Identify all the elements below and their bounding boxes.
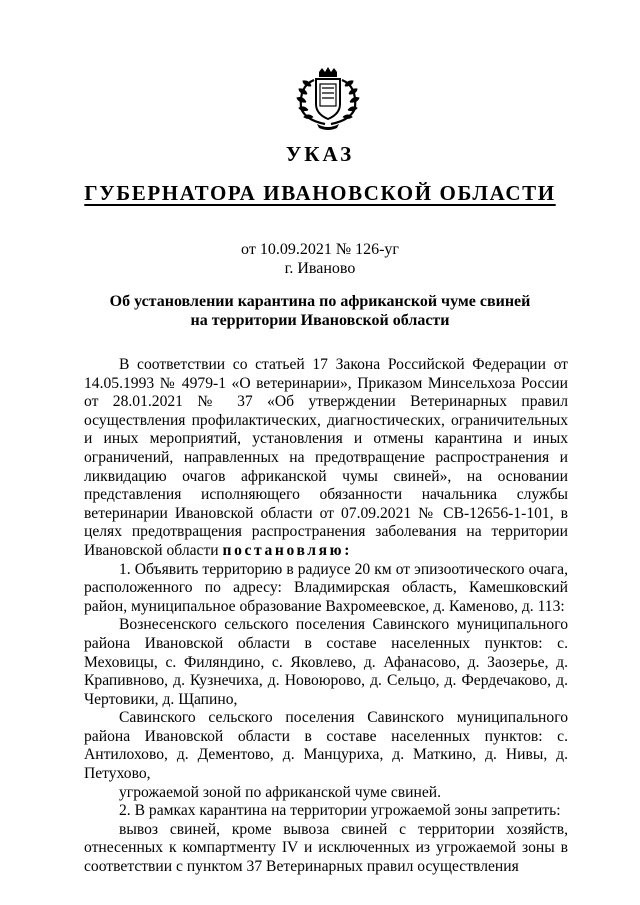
paragraph-5: 2. В рамках карантина на территории угрожаемой зоны запретить:: [119, 802, 561, 820]
decree-body: [84, 356, 568, 877]
preamble-paragraph: [84, 356, 568, 561]
decree-subject: [0, 292, 640, 330]
decree-word: постановляю:: [222, 541, 352, 559]
date-number: от 10.09.2021 № 126-уг: [241, 241, 399, 258]
paragraph-1: 1. Объявить территорию в радиусе 20 км от эпизоотического очага, расположенного по адресу: Владимирская область, Камешковский район, муниципальное образование Вахромеевское, д. Каменово, д. 113:: [84, 560, 568, 615]
paragraph-3: Савинского сельского поселения Савинского муниципального района Ивановской области в составе населенных пунктов: с. Антилохово, д. Дементово, д. Манцуриха, д. Маткино, д. Нивы, д. Петухово,: [84, 709, 568, 783]
coat-of-arms-icon: [287, 66, 369, 132]
subject-line-1: Об установлении карантина по африканской чуме свиней: [109, 293, 531, 310]
paragraph-2: Вознесенского сельского поселения Савинского муниципального района Ивановской области в составе населенных пунктов: с. Меховицы, с. Филяндино, с. Яковлево, д. Афанасово, д. Заозерье, д. Крапивново, д. Кузнечиха, д. Новоюрово, д. Сельцо, д. Фердечаково, д. Чертовики, д. Щапино,: [84, 616, 568, 708]
issuer-title: ГУБЕРНАТОРА ИВАНОВСКОЙ ОБЛАСТИ: [84, 181, 556, 205]
preamble-text: В соответствии со статьей 17 Закона Российской Федерации от 14.05.1993 № 4979-1 «О ветеринарии», Приказом Минсельхоза России от 28.01.2021 № 37 «Об утверждении Ветеринарных правил осуществления профилактических, диагностических, ограничительных и иных мероприятий, установления и отмены карантина и иных ограничений, направленных на предотвращение распространения и ликвидацию очагов африканской чумы свиней», на основании представления исполняющего обязанности начальника службы ветеринарии Ивановской области от 07.09.2021 № СВ-12656-1-101, в целях предотвращения распространения заболевания на территории Ивановской области: [84, 356, 568, 559]
paragraph-6: вывоз свиней, кроме вывоза свиней с территории хозяйств, отнесенных к компартменту IV и исключенных из угрожаемой зоны в соответствии с пунктом 37 Ветеринарных правил осуществления: [84, 820, 568, 876]
subject-line-2: на территории Ивановской области: [190, 312, 450, 329]
city-name: г. Иваново: [284, 260, 356, 277]
document-type-title: УКАЗ: [285, 142, 355, 166]
paragraph-4: угрожаемой зоной по африканской чуме свиней.: [119, 783, 441, 801]
